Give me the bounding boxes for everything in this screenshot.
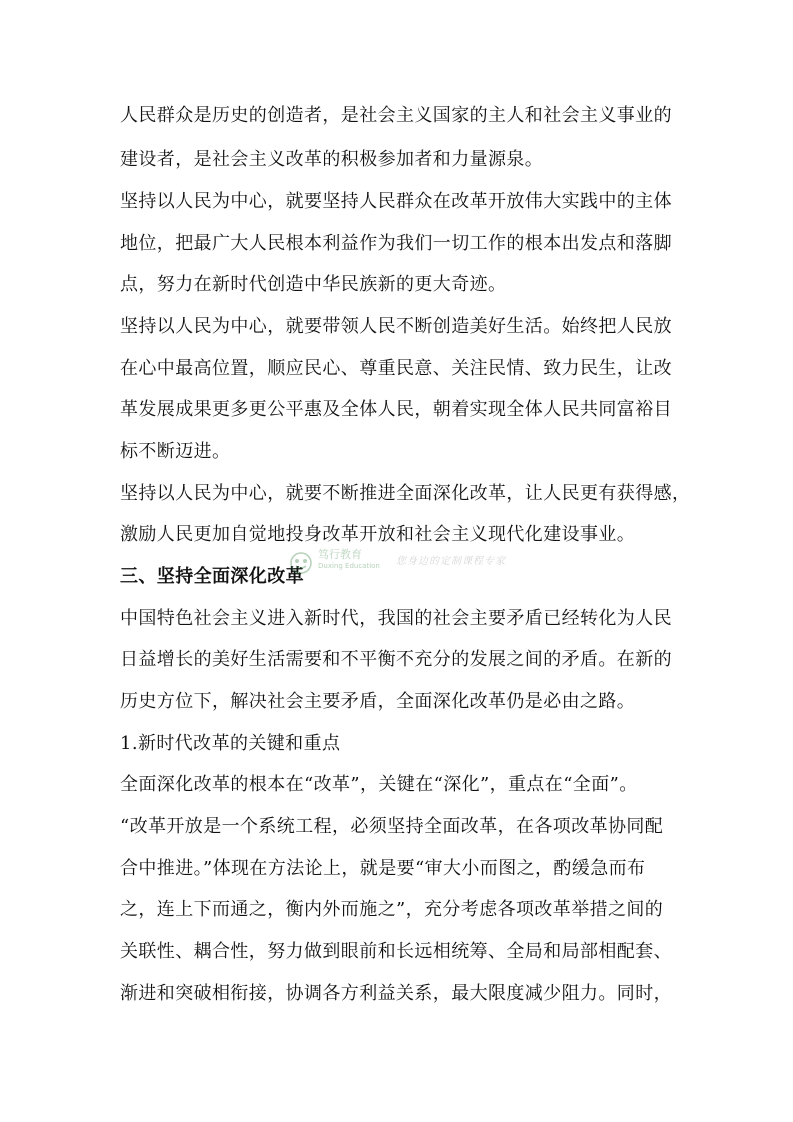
paragraph-line: 渐进和突破相衔接，协调各方利益关系，最大限度减少阻力。同时， (120, 983, 672, 1004)
paragraph-line: 坚持以人民为中心，就要坚持人民群众在改革开放伟大实践中的主体 (120, 191, 672, 212)
paragraph-line: 合中推进。”体现在方法论上，就是要“审大小而图之，酌缓急而布 (120, 858, 646, 879)
paragraph-line: 标不断迈进。 (120, 441, 231, 462)
paragraph-line: 革发展成果更多更公平惠及全体人民，朝着实现全体人民共同富裕目 (120, 399, 672, 420)
paragraph-line: 之，连上下而通之，衡内外而施之”，充分考虑各项改革举措之间的 (120, 899, 664, 920)
paragraph-line: 人民群众是历史的创造者，是社会主义国家的主人和社会主义事业的 (120, 105, 672, 126)
paragraph-line: 日益增长的美好生活需要和不平衡不充分的发展之间的矛盾。在新的 (120, 649, 672, 670)
paragraph-line: 激励人民更加自觉地投身改革开放和社会主义现代化建设事业。 (120, 524, 636, 545)
paragraph-line: 点，努力在新时代创造中华民族新的更大奇迹。 (120, 274, 507, 295)
watermark-slogan: 您身边的定制课程专家 (396, 556, 506, 567)
subsection-heading: 1.新时代改革的关键和重点 (120, 733, 341, 754)
paragraph-line: “改革开放是一个系统工程，必须坚持全面改革，在各项改革协同配 (120, 816, 664, 837)
paragraph-line: 坚持以人民为中心，就要带领人民不断创造美好生活。始终把人民放 (120, 316, 672, 337)
paragraph-line: 全面深化改革的根本在“改革”，关键在“深化”，重点在“全面”。 (120, 774, 638, 795)
paragraph-line: 坚持以人民为中心，就要不断推进全面深化改革，让人民更有获得感， (120, 483, 691, 504)
paragraph-line: 建设者，是社会主义改革的积极参加者和力量源泉。 (120, 149, 544, 170)
watermark-brand: 笃行教育 (318, 548, 362, 561)
section-heading: 三、坚持全面深化改革 (120, 566, 304, 587)
paragraph-line: 在心中最高位置，顺应民心、尊重民意、关注民情、致力民生，让改 (120, 358, 672, 379)
watermark-brand-en: Duxing Education (318, 562, 380, 570)
paragraph-line: 历史方位下，解决社会主要矛盾，全面深化改革仍是必由之路。 (120, 691, 636, 712)
paragraph-line: 中国特色社会主义进入新时代，我国的社会主要矛盾已经转化为人民 (120, 608, 672, 629)
paragraph-line: 关联性、耦合性，努力做到眼前和长远相统筹、全局和局部相配套、 (120, 941, 672, 962)
paragraph-line: 地位，把最广大人民根本利益作为我们一切工作的根本出发点和落脚 (120, 233, 672, 254)
